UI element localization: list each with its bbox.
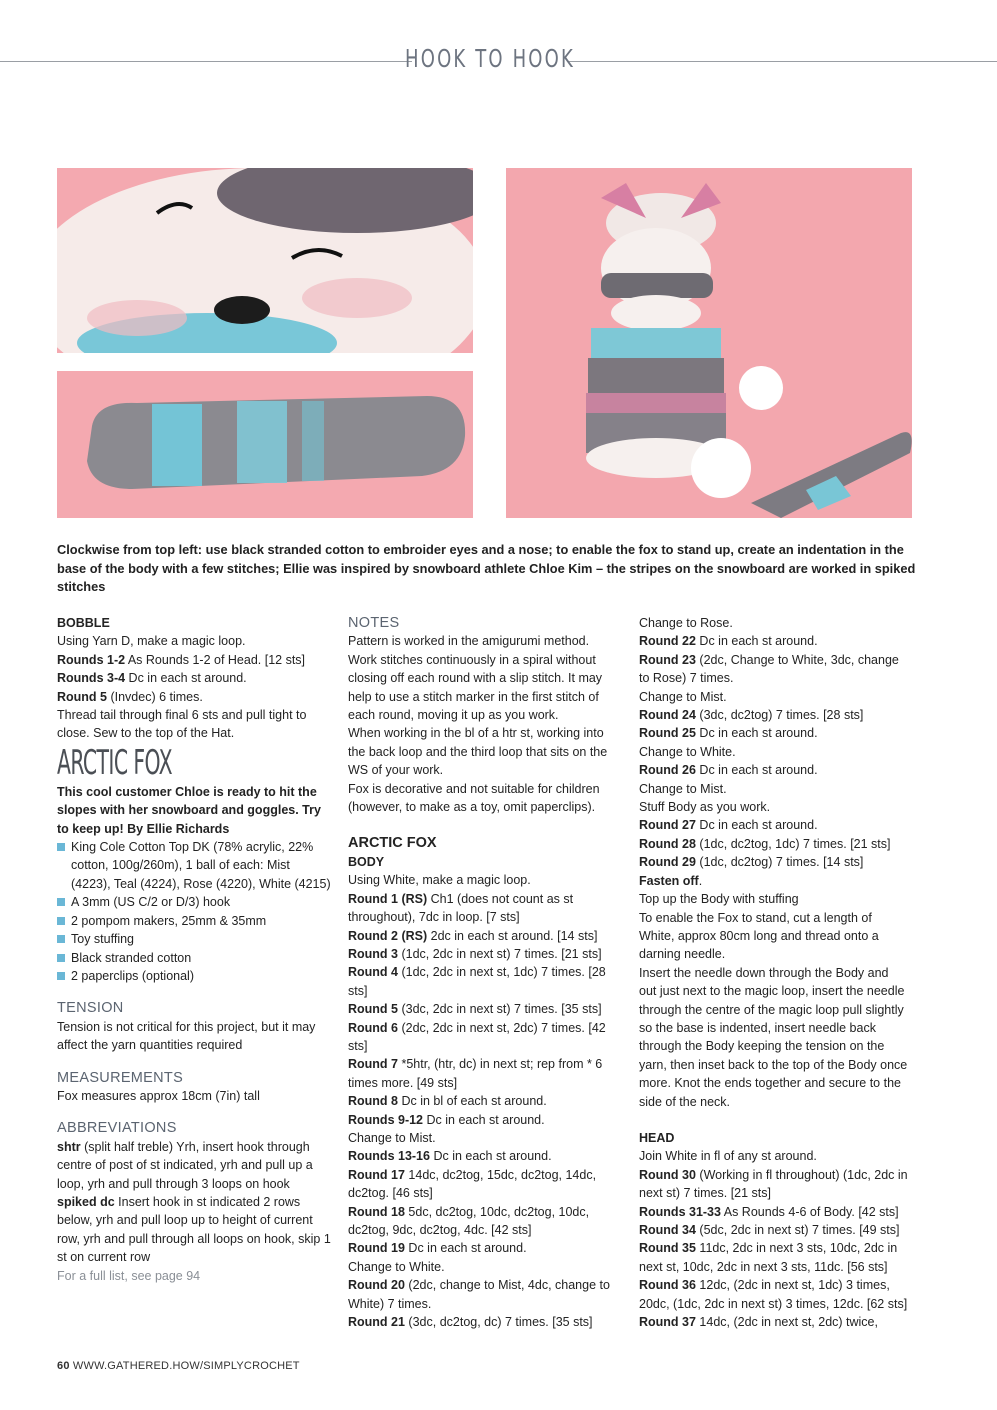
instruction-line: Round 19 Dc in each st around. [348, 1241, 527, 1256]
body-instructions [348, 871, 620, 1331]
full-list-link[interactable]: For a full list, see page 94 [57, 1268, 201, 1283]
instruction-line: Round 34 (5dc, 2dc in next st) 7 times. [49 sts] [639, 1223, 900, 1237]
instruction-line: Round 3 (1dc, 2dc in next st) 7 times. [21 sts] [348, 946, 602, 961]
footer-url[interactable]: WWW.GATHERED.HOW/SIMPLYCROCHET [72, 1360, 300, 1372]
abbreviations-heading: ABBREVIATIONS [57, 1120, 177, 1137]
tension-text: Tension is not critical for this project, but it may affect the yarn quantities required [57, 1019, 316, 1053]
instruction-line: Round 29 (1dc, dc2tog) 7 times. [14 sts] [639, 855, 864, 870]
bullet-square-icon [57, 935, 65, 943]
instruction-line: Round 28 (1dc, dc2tog, 1dc) 7 times. [21 sts] [639, 836, 891, 851]
note-text: Fox is decorative and not suitable for children (however, to make as a toy, omit paperclips). [348, 781, 600, 815]
fox-heading: ARCTIC FOX [348, 835, 437, 852]
instruction-line: Round 36 12dc, (2dc in next st, 1dc) 3 times, 20dc, (1dc, 2dc in next st) 3 times, 12dc. [62 sts] [639, 1278, 908, 1311]
snowboard-illustration [57, 371, 473, 518]
instruction-line: Round 22 Dc in each st around. [639, 634, 818, 649]
abbreviation-item: spiked dc Insert hook in st indicated 2 rows below, yrh and pull loop up to height of current row, yrh and pull through all loops on hook, skip 1 st on current row [57, 1194, 331, 1265]
instruction-line: Round 1 (RS) Ch1 (does not count as st throughout), 7dc in loop. [7 sts] [348, 891, 574, 925]
measurements-heading: MEASUREMENTS [57, 1069, 184, 1086]
bobble-instructions [57, 632, 332, 742]
bobble-heading: BOBBLE [57, 616, 110, 630]
instruction-line: Change to Mist. [639, 689, 727, 704]
instruction-line: Change to Rose. [639, 616, 733, 630]
instruction-line: Fasten off. [639, 873, 703, 888]
page-footer [57, 1360, 300, 1372]
instruction-line: Round 5 (Invdec) 6 times. [57, 689, 203, 704]
instruction-line: Change to Mist. [348, 1130, 436, 1145]
instruction-line: Round 24 (3dc, dc2tog) 7 times. [28 sts] [639, 708, 864, 723]
instruction-line: Round 2 (RS) 2dc in each st around. [14 sts] [348, 928, 598, 943]
list-item: Toy stuffing [57, 930, 332, 948]
instruction-line: Rounds 13-16 Dc in each st around. [348, 1149, 552, 1164]
instruction-line: Rounds 3-4 Dc in each st around. [57, 671, 247, 686]
abbreviation-item: shtr (split half treble) Yrh, insert hook through centre of post of st indicated, yrh and pull up a loop, yrh and pull through 3 loops on hook [57, 1139, 313, 1191]
instruction-line: Rounds 1-2 As Rounds 1-2 of Head. [12 sts] [57, 652, 306, 667]
photo-fox-face [57, 168, 473, 353]
bullet-square-icon [57, 843, 65, 851]
list-item: Black stranded cotton [57, 949, 332, 967]
instruction-line: Round 26 Dc in each st around. [639, 763, 818, 778]
instruction-line: Round 18 5dc, dc2tog, 10dc, dc2tog, 10dc, dc2tog, 9dc, dc2tog, 4dc. [42 sts] [348, 1204, 590, 1237]
bullet-square-icon [57, 954, 65, 962]
fox-face-illustration [57, 168, 473, 353]
instruction-line: Insert the needle down through the Body and out just next to the magic loop, insert the needle through the centre of the magic loop pull slightly so the base is indented, insert needle back through the Body keeping the tension on the yarn, then inset back to the top of the Body once more. Knot the ends together and secure to the side of the neck. [639, 965, 908, 1109]
instruction-line: Round 30 (Working in fl throughout) (1dc, 2dc in next st) 7 times. [21 sts] [639, 1167, 908, 1201]
instruction-line: Round 6 (2dc, 2dc in next st, 2dc) 7 times. [42 sts] [348, 1020, 606, 1053]
column-2 [348, 614, 620, 1331]
note-text: When working in the bl of a htr st, working into the back loop and the third loop that sits on the WS of your work. [348, 726, 608, 778]
instruction-line: Round 23 (2dc, Change to White, 3dc, change to Rose) 7 times. [639, 652, 899, 686]
instruction-line: Change to Mist. [639, 781, 727, 796]
instruction-line: Round 7 *5htr, (htr, dc) in next st; rep from * 6 times more. [49 sts] [348, 1057, 603, 1090]
instruction-line: Change to White. [348, 1259, 445, 1274]
instruction-line: Round 25 Dc in each st around. [639, 726, 818, 741]
instruction-line: Stuff Body as you work. [639, 800, 771, 815]
instruction-line: Rounds 31-33 As Rounds 4-6 of Body. [42 sts] [639, 1204, 899, 1219]
instruction-line: Rounds 9-12 Dc in each st around. [348, 1112, 545, 1127]
materials-list [57, 838, 332, 985]
head-instructions [639, 1147, 909, 1331]
instruction-line: Round 27 Dc in each st around. [639, 818, 818, 833]
note-text: Pattern is worked in the amigurumi method. Work stitches continuously in a spiral without closing off each round with a slip stitch. It may help to use a stitch marker in the first stitch of each round, moving it up as you work. [348, 634, 603, 723]
tension-heading: TENSION [57, 1000, 124, 1017]
section-header: HOOK TO HOOK [405, 44, 575, 73]
instruction-line: Round 8 Dc in bl of each st around. [348, 1094, 547, 1109]
instruction-line: Round 20 (2dc, change to Mist, 4dc, change to White) 7 times. [348, 1278, 610, 1311]
instruction-line: Change to White. [639, 744, 736, 759]
list-item: 2 pompom makers, 25mm & 35mm [57, 912, 332, 930]
instruction-line: Round 17 14dc, dc2tog, 15dc, dc2tog, 14dc, dc2tog. [46 sts] [348, 1167, 597, 1201]
instruction-line: Join White in fl of any st around. [639, 1149, 817, 1164]
list-item: 2 paperclips (optional) [57, 967, 332, 985]
fox-back-illustration [506, 168, 912, 518]
instruction-line: Round 35 11dc, 2dc in next 3 sts, 10dc, 2dc in next st, 10dc, 2dc in next 3 sts, 11dc. [56 sts] [639, 1241, 898, 1274]
head-heading: HEAD [639, 1130, 675, 1145]
page-number: 60 [57, 1360, 70, 1372]
instruction-line: Round 37 14dc, (2dc in next st, 2dc) twice, [639, 1315, 878, 1330]
body-heading: BODY [348, 854, 385, 869]
instruction-line: Thread tail through final 6 sts and pull tight to close. Sew to the top of the Hat. [57, 708, 307, 741]
bullet-square-icon [57, 972, 65, 980]
photo-snowboard [57, 371, 473, 518]
bullet-square-icon [57, 917, 65, 925]
photo-caption: Clockwise from top left: use black stranded cotton to embroider eyes and a nose; to enable the fox to stand up, create an indentation in the base of the body with a few stitches; Ellie was inspired by snowboard athlete Chloe Kim – the stripes on the snowboard are worked in spiked stitches [57, 542, 916, 594]
instruction-line: Using White, make a magic loop. [348, 873, 531, 888]
pattern-intro: This cool customer Chloe is ready to hit the slopes with her snowboard and goggles. Try to keep up! By Ellie Richards [57, 784, 321, 836]
instruction-line: Round 21 (3dc, dc2tog, dc) 7 times. [35 sts] [348, 1315, 593, 1330]
instruction-line: Round 5 (3dc, 2dc in next st) 7 times. [35 sts] [348, 1002, 602, 1017]
instruction-line: Using Yarn D, make a magic loop. [57, 634, 246, 649]
column-3 [639, 614, 909, 1331]
pattern-title: ARCTIC FOX [57, 742, 173, 783]
bullet-square-icon [57, 898, 65, 906]
instruction-line: Round 4 (1dc, 2dc in next st, 1dc) 7 times. [28 sts] [348, 965, 606, 998]
body-instructions-cont [639, 614, 909, 1111]
column-1 [57, 614, 332, 1285]
notes-heading: NOTES [348, 615, 400, 631]
list-item: A 3mm (US C/2 or D/3) hook [57, 893, 332, 911]
list-item: King Cole Cotton Top DK (78% acrylic, 22% cotton, 100g/260m), 1 ball of each: Mist (4223), Teal (4224), Rose (4220), White (4215) [57, 838, 332, 893]
instruction-line: To enable the Fox to stand, cut a length of White, approx 80cm long and thread onto a darning needle. [639, 910, 879, 962]
measurements-text: Fox measures approx 18cm (7in) tall [57, 1088, 260, 1103]
photo-fox-back [506, 168, 912, 518]
instruction-line: Top up the Body with stuffing [639, 892, 799, 907]
